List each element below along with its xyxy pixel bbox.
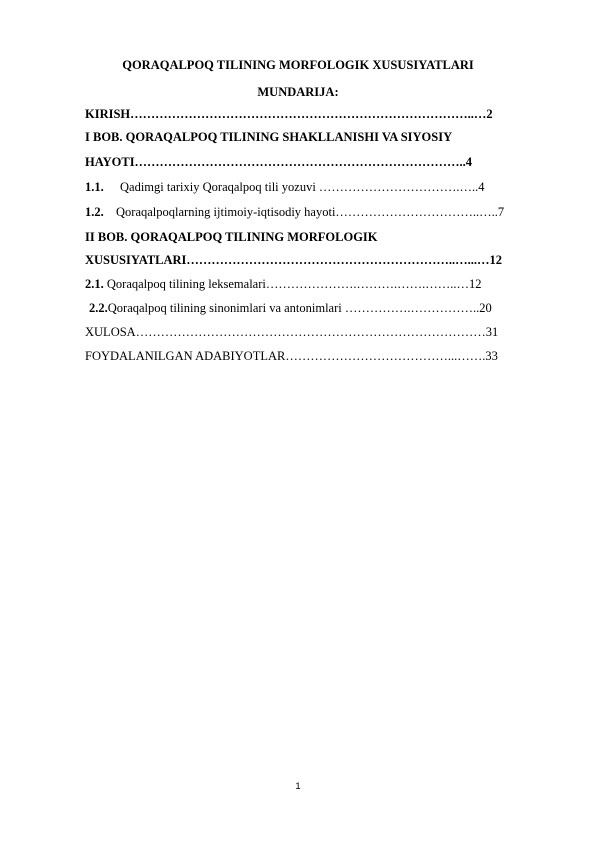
section-number: 2.2. bbox=[89, 301, 108, 315]
page-number: 1 bbox=[295, 781, 301, 792]
section-number: 2.1. bbox=[85, 277, 104, 291]
document-title: QORAQALPOQ TILINING MORFOLOGIK XUSUSIYATLARI bbox=[122, 58, 474, 72]
toc-entry-chapter2-title: II BOB. QORAQALPOQ TILINING MORFOLOGIK bbox=[85, 230, 378, 244]
section-title: Qoraqalpoqlarning ijtimoiy-iqtisodiy hayoti……………………………..…..7 bbox=[116, 205, 505, 219]
toc-heading: MUNDARIJA: bbox=[257, 85, 339, 99]
section-number: 1.2. bbox=[85, 205, 104, 219]
toc-entry-section-2-2 bbox=[89, 299, 492, 317]
toc-entry-chapter1-title-continued: HAYOTI……………………………………………………………………..4 bbox=[85, 155, 473, 169]
toc-entry-xulosa: XULOSA…………………………………………………………………………31 bbox=[85, 325, 499, 339]
section-title: Qadimgi tarixiy Qoraqalpoq tili yozuvi …………………………….…..4 bbox=[120, 180, 485, 194]
section-number: 1.1. bbox=[85, 180, 104, 194]
toc-entry-section-1-2 bbox=[85, 203, 504, 221]
toc-entry-kirish: KIRISH………………………………………………………………………..…2 bbox=[85, 107, 493, 121]
toc-entry-chapter2-title-continued: XUSUSIYATLARI………………………………………………………..…...…12 bbox=[85, 253, 503, 267]
toc-entry-section-1-1 bbox=[85, 178, 485, 196]
toc-entry-chapter1-title: I BOB. QORAQALPOQ TILINING SHAKLLANISHI VA SIYOSIY bbox=[85, 130, 453, 144]
toc-entry-adabiyotlar: FOYDALANILGAN ADABIYOTLAR…………………………………...…….33 bbox=[85, 349, 498, 363]
section-title: Qoraqalpoq tilining leksemalari………………….……….…….……..…12 bbox=[103, 277, 482, 291]
section-title: Qoraqalpoq tilining sinonimlari va antonimlari …………….……………..20 bbox=[107, 301, 492, 315]
toc-entry-section-2-1 bbox=[85, 275, 481, 293]
